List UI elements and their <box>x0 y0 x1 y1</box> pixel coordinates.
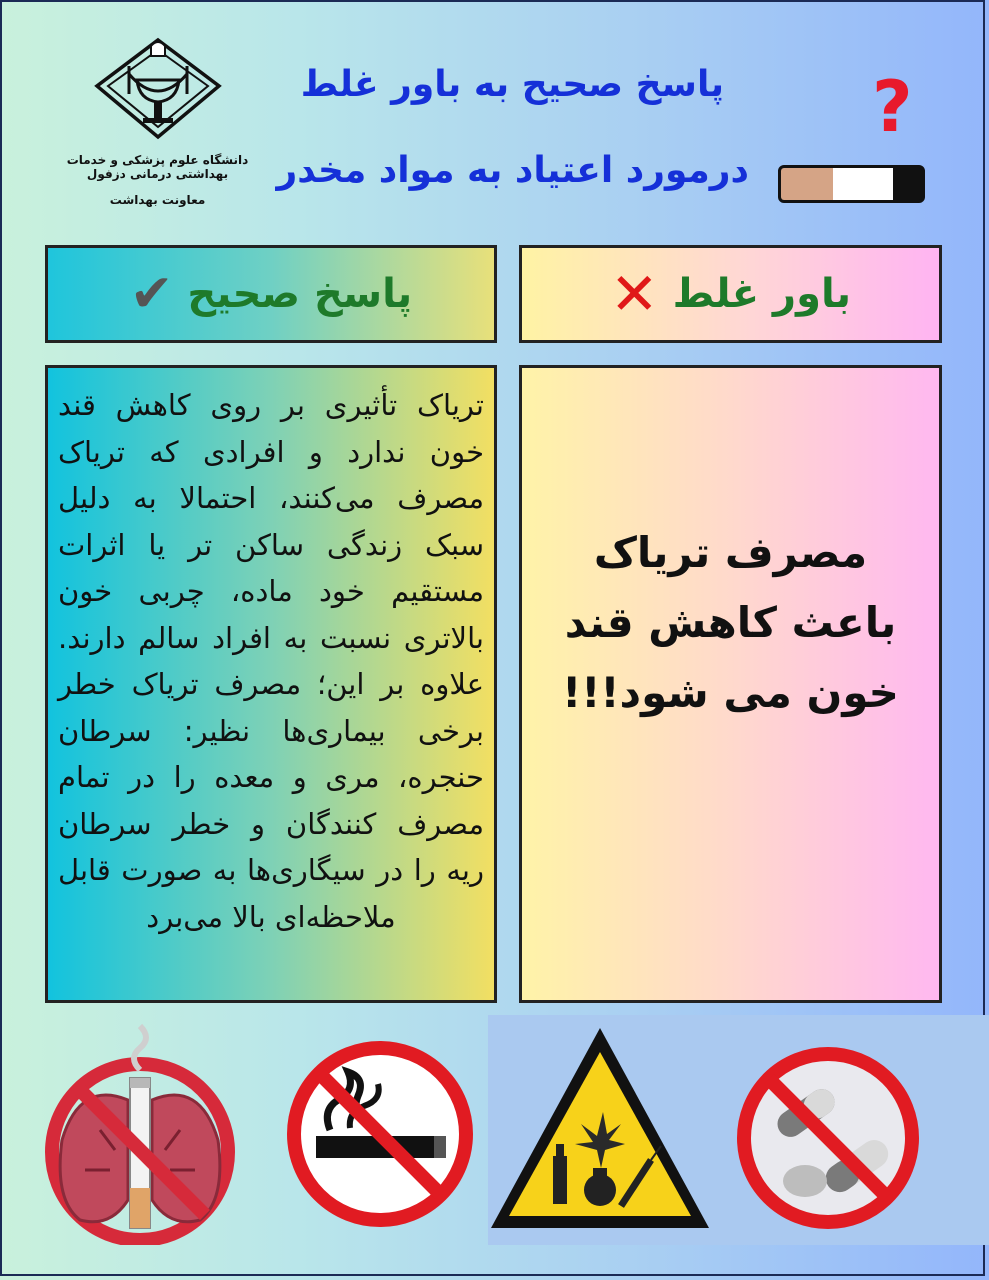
drug-warning-icon <box>485 1020 715 1240</box>
cross-icon: ✕ <box>610 260 659 328</box>
question-mark-icon: ? <box>872 66 913 148</box>
wrong-belief-box <box>519 365 942 1003</box>
correct-answer-header <box>45 245 497 343</box>
cigarette-icon <box>778 165 925 203</box>
page-subtitle: درمورد اعتیاد به مواد مخدر <box>276 150 749 191</box>
correct-answer-heading: پاسخ صحیح <box>187 271 413 317</box>
correct-answer-box <box>45 365 497 1003</box>
page-title: پاسخ صحیح به باور غلط <box>300 64 724 105</box>
no-smoking-icon <box>286 1040 474 1228</box>
wrong-belief-heading: باور غلط <box>672 271 851 317</box>
wrong-belief-header <box>519 245 942 343</box>
lungs-cigarette-icon <box>40 1020 240 1245</box>
university-logo <box>50 36 265 226</box>
logo-university-name: دانشگاه علوم پزشکی و خدمات بهداشتی درمانی دزفول <box>66 153 249 181</box>
checkmark-icon: ✔ <box>129 264 174 324</box>
university-emblem-icon <box>93 36 223 141</box>
no-pills-icon <box>735 1045 921 1231</box>
correct-answer-text: تریاک تأثیری بر روی کاهش قند خون ندارد و افرادی که تریاک مصرف می‌کنند، احتمالا به دلیل سبک زندگی ساکن تر یا اثرات مستقیم خود ماده، چربی خون بالاتری نسبت به افراد سالم دارند. علاوه بر این؛ مصرف تریاک خطر برخی بیماری‌ها نظیر: سرطان حنجره، مری و معده را در تمام مصرف کنندگان و خطر سرطان ریه را در سیگاری‌ها به صورت قابل ملاحظه‌ای بالا می‌برد <box>58 388 484 934</box>
wrong-belief-text: مصرف تریاک باعث کاهش قند خون می شود!!! <box>562 528 899 717</box>
logo-department-name: معاونت بهداشت <box>109 193 206 207</box>
